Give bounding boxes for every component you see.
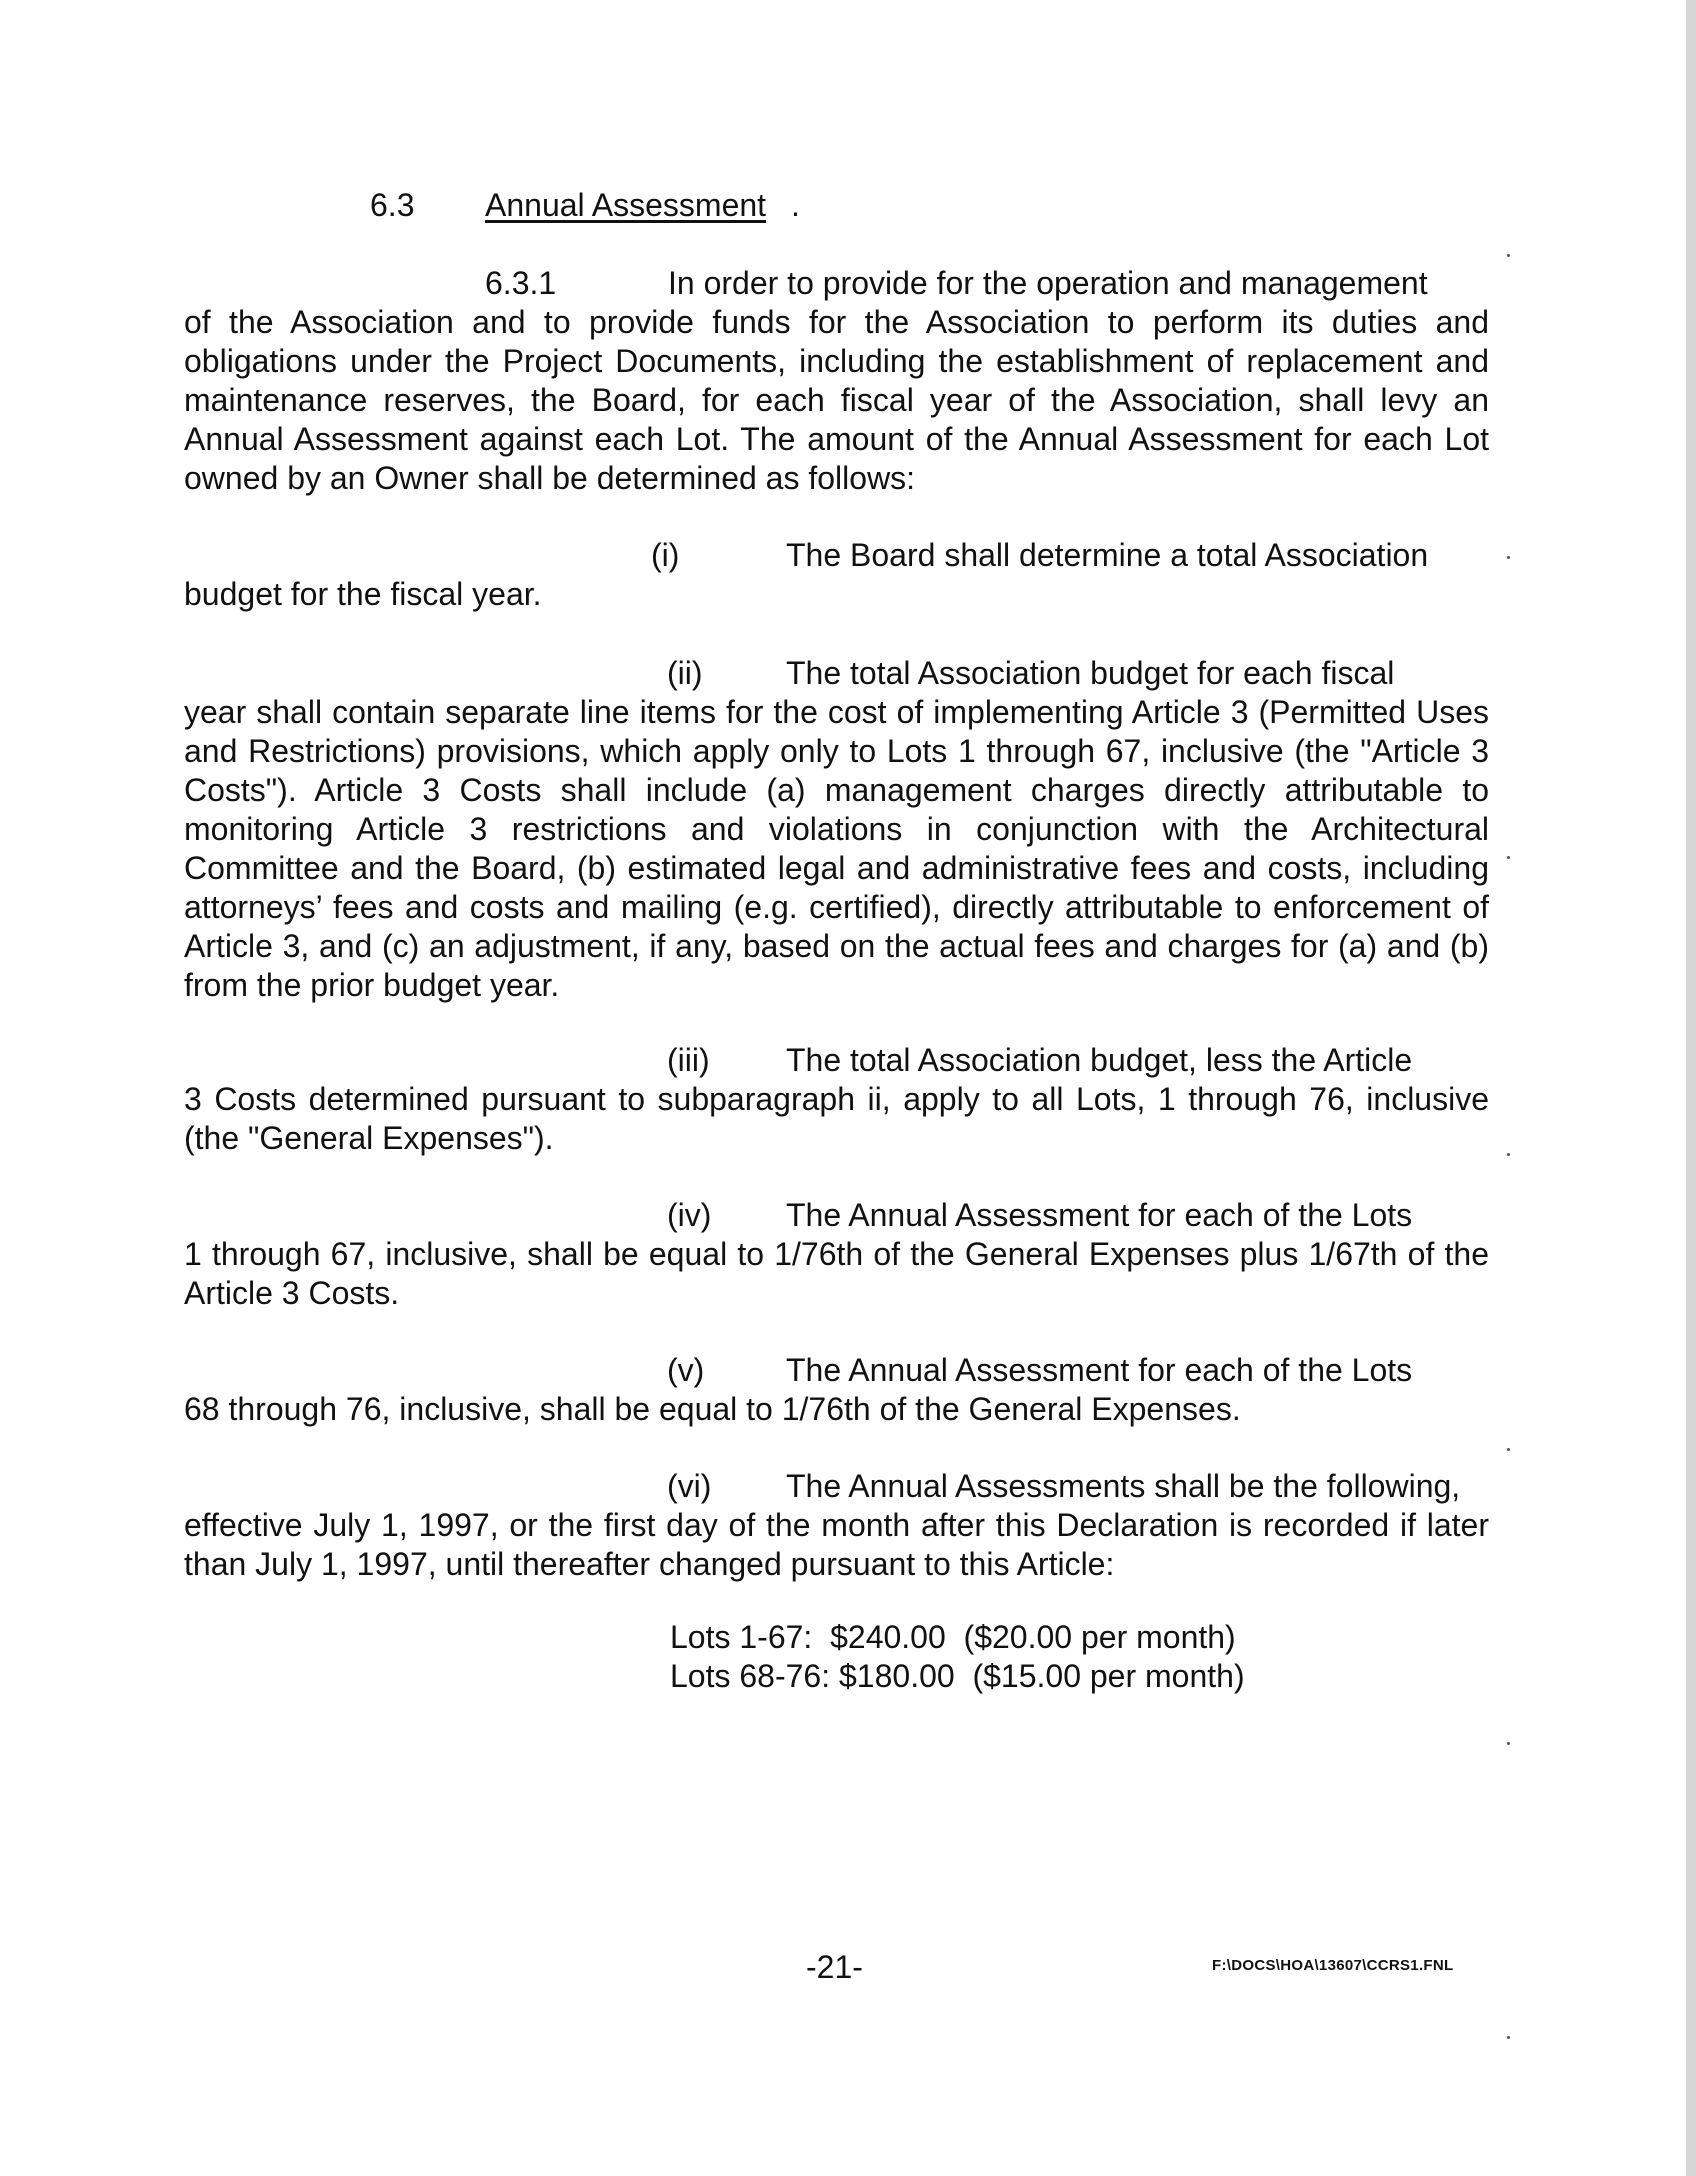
assessment-lots-1-67: Lots 1-67: $240.00 ($20.00 per month)	[670, 1619, 1236, 1655]
scan-speck	[1507, 856, 1510, 859]
section-title-period: .	[791, 187, 800, 223]
file-path: F:\DOCS\HOA\13607\CCRS1.FNL	[1212, 1957, 1454, 1974]
paragraph-label: (iii)	[667, 1042, 710, 1078]
scan-speck	[1507, 1742, 1510, 1745]
paragraph-label: 6.3.1	[485, 265, 557, 301]
paragraph-body: 3 Costs determined pursuant to subparagraph ii, apply to all Lots, 1 through 76, inclusive (the "General Expenses").	[184, 1081, 1489, 1156]
paragraph-lead: The total Association budget for each fiscal	[786, 655, 1395, 691]
assessment-lots-68-76: Lots 68-76: $180.00 ($15.00 per month)	[670, 1658, 1245, 1694]
paragraph-body: 1 through 67, inclusive, shall be equal to 1/76th of the General Expenses plus 1/67th of the Article 3 Costs.	[184, 1236, 1489, 1311]
paragraph-lead: The Board shall determine a total Association	[786, 537, 1429, 573]
paragraph-lead: The Annual Assessment for each of the Lots	[786, 1352, 1413, 1388]
paragraph-lead: The total Association budget, less the Article	[786, 1042, 1413, 1078]
paragraph-lead: In order to provide for the operation and management	[668, 265, 1428, 301]
scan-speck	[1507, 2036, 1510, 2039]
paragraph-body: of the Association and to provide funds for the Association to perform its duties and obligations under the Project Documents, including the establishment of replacement and maintenance reserves, the Board, for each fiscal year of the Association, shall levy an Annual Assessment against each Lot. The amount of the Annual Assessment for each Lot owned by an Owner shall be determined as follows:	[184, 304, 1489, 496]
scan-speck	[1507, 1448, 1510, 1451]
paragraph-lead: The Annual Assessments shall be the following,	[786, 1468, 1461, 1504]
paragraph-iv	[184, 1196, 1489, 1313]
paragraph-body: year shall contain separate line items for the cost of implementing Article 3 (Permitted Uses and Restrictions) provisions, which apply only to Lots 1 through 67, inclusive (the "Article 3 Costs"). Article 3 Costs shall include (a) management charges directly attributable to monitoring Article 3 restrictions and violations in conjunction with the Architectural Committee and the Board, (b) estimated legal and administrative fees and costs, including attorneys’ fees and costs and mailing (e.g. certified), directly attributable to enforcement of Article 3, and (c) an adjustment, if any, based on the actual fees and charges for (a) and (b) from the prior budget year.	[184, 694, 1489, 1003]
paragraph-body: effective July 1, 1997, or the first day of the month after this Declaration is recorded if later than July 1, 1997, until thereafter changed pursuant to this Article:	[184, 1507, 1489, 1582]
section-number: 6.3	[370, 187, 415, 223]
paragraph-i	[184, 536, 1489, 614]
paragraph-vi	[184, 1467, 1489, 1584]
paragraph-label: (i)	[651, 537, 680, 573]
paragraph-body: budget for the fiscal year.	[184, 576, 542, 612]
paragraph-iii	[184, 1041, 1489, 1158]
page-number: -21-	[806, 1949, 863, 1985]
section-title: Annual Assessment	[485, 187, 767, 223]
paragraph-v	[184, 1351, 1489, 1429]
paragraph-body: 68 through 76, inclusive, shall be equal to 1/76th of the General Expenses.	[184, 1391, 1241, 1427]
page-edge-shadow	[1686, 0, 1696, 2176]
paragraph-label: (v)	[667, 1352, 705, 1388]
scan-speck	[1507, 556, 1510, 559]
paragraph-label: (ii)	[667, 655, 703, 691]
paragraph-6-3-1	[184, 264, 1489, 498]
paragraph-lead: The Annual Assessment for each of the Lots	[786, 1197, 1413, 1233]
scan-speck	[1507, 1153, 1510, 1156]
paragraph-label: (vi)	[667, 1468, 712, 1504]
paragraph-label: (iv)	[667, 1197, 712, 1233]
scan-speck	[1507, 254, 1510, 257]
paragraph-ii	[184, 654, 1489, 1005]
